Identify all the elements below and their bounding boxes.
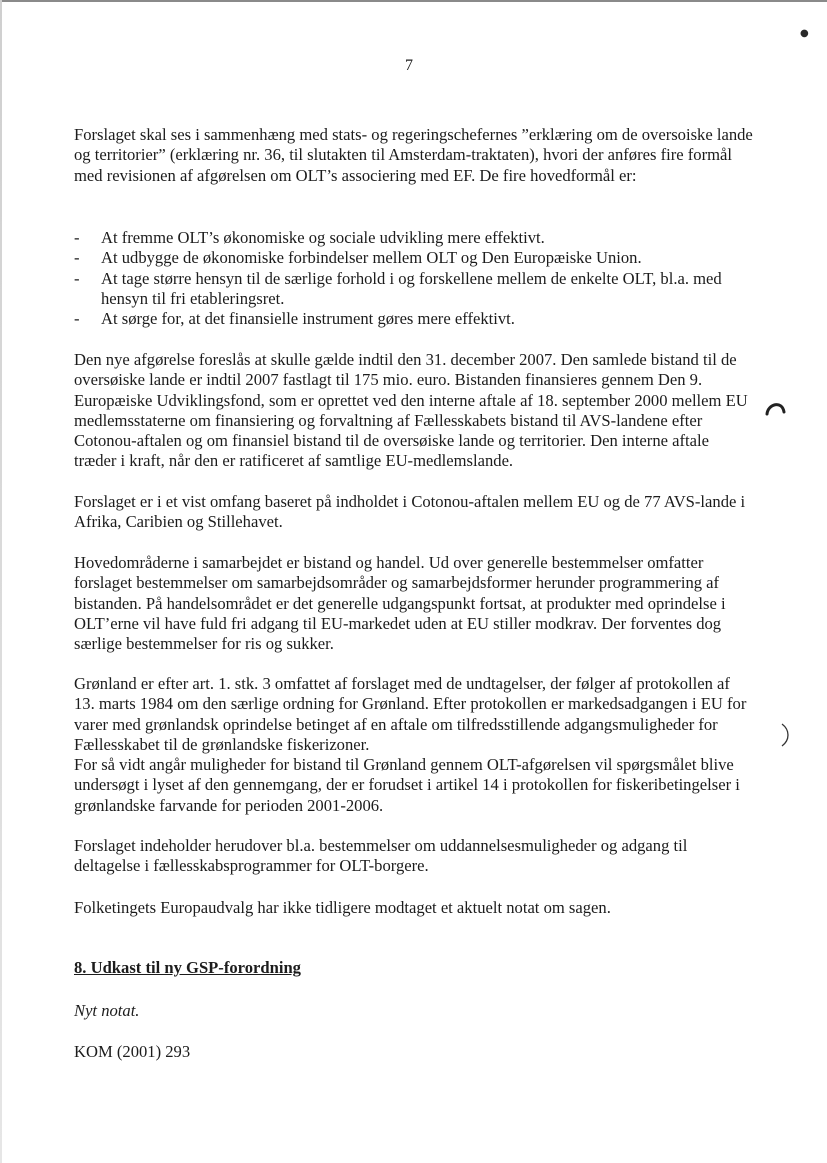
scan-speck: ● xyxy=(800,28,809,39)
section-heading: 8. Udkast til ny GSP-forordning xyxy=(74,958,301,977)
list-item: - At sørge for, at det finansielle instrument gøres mere effektivt. xyxy=(74,309,515,329)
list-item: - At tage større hensyn til de særlige forhold i og forskellene mellem de enkelte OLT, bl.a. med hensyn til fri etableringsret. xyxy=(74,268,722,308)
bullet-dash: - xyxy=(74,248,80,268)
scan-bracket-mark xyxy=(778,722,792,748)
scan-hook-mark xyxy=(764,398,788,420)
list-item: - At udbygge de økonomiske forbindelser mellem OLT og Den Europæiske Union. xyxy=(74,248,642,268)
paragraph-budget: Den nye afgørelse foreslås at skulle gælde indtil den 31. december 2007. Den samlede bistand til de oversøiske lande er indtil 2007 fastlagt til 175 mio. euro. Bistanden finansieres gennem Den 9. Europæiske Udviklingsfond, som er oprettet ved den interne aftale af 18. september 2000 mellem EU medlemsstaterne om finansiering og forvaltning af Fællesskabets bistand til AVS-landene efter Cotonou-aftalen og om finansiel bistand til de oversøiske lande og territorier. Den interne aftale træder i kraft, når den er ratificeret af samtlige EU-medlemslande. xyxy=(74,350,748,471)
objectives-list xyxy=(74,228,754,329)
paragraph-intro: Forslaget skal ses i sammenhæng med stats- og regeringschefernes ”erklæring om de oversoiske lande og territorier” (erklæring nr. 36, til slutakten til Amsterdam-traktaten), hvori der anføres fire formål med revisionen af afgørelsen om OLT’s associering med EF. De fire hovedformål er: xyxy=(74,125,753,185)
paragraph-greenland: Grønland er efter art. 1. stk. 3 omfattet af forslaget med de undtagelser, der følger af protokollen af 13. marts 1984 om den særlige ordning for Grønland. Efter protokollen er markedsadgangen i EU for varer med grønlandsk oprindelse betinget af en aftale om tilfredsstillende adgangsmuligheder for Fællesskabet til de grønlandske fiskerizoner. xyxy=(74,674,747,754)
document-reference: KOM (2001) 293 xyxy=(74,1042,191,1061)
paragraph-trade: Hovedområderne i samarbejdet er bistand og handel. Ud over generelle bestemmelser omfatter forslaget bestemmelser om samarbejdsområder og samarbejdsformer herunder programmering af bistanden. På handelsområdet er det generelle udgangspunkt fortsat, at produkter med oprindelse i OLT’erne vil have fuld fri adgang til EU-markedet uden at EU stiller modkrav. Der forventes dog særlige bestemmelser for ris og sukker. xyxy=(74,553,726,654)
paragraph-cotonou: Forslaget er i et vist omfang baseret på indholdet i Cotonou-aftalen mellem EU og de 77 AVS-lande i Afrika, Caribien og Stillehavet. xyxy=(74,492,746,532)
paragraph-education: Forslaget indeholder herudover bl.a. bestemmelser om uddannelsesmuligheder og adgang til deltagelse i fællesskabsprogrammer for OLT-borgere. xyxy=(74,836,688,876)
bullet-dash: - xyxy=(74,228,80,247)
section-note: Nyt notat. xyxy=(74,1001,140,1020)
page-number: 7 xyxy=(405,57,413,74)
scan-left-border xyxy=(0,0,2,1163)
bullet-dash: - xyxy=(74,268,80,288)
bullet-dash: - xyxy=(74,309,80,329)
paragraph-greenland-aid: For så vidt angår muligheder for bistand til Grønland gennem OLT-afgørelsen vil spørgsmålet blive undersøgt i lyset af den gennemgang, der er forudset i artikel 14 i protokollen for fiskeribetingelser i grønlandske farvande for perioden 2001-2006. xyxy=(74,755,740,815)
scan-top-border xyxy=(0,0,827,2)
list-item: - At fremme OLT’s økonomiske og sociale udvikling mere effektivt. xyxy=(74,228,545,247)
paragraph-committee: Folketingets Europaudvalg har ikke tidligere modtaget et aktuelt notat om sagen. xyxy=(74,898,611,917)
